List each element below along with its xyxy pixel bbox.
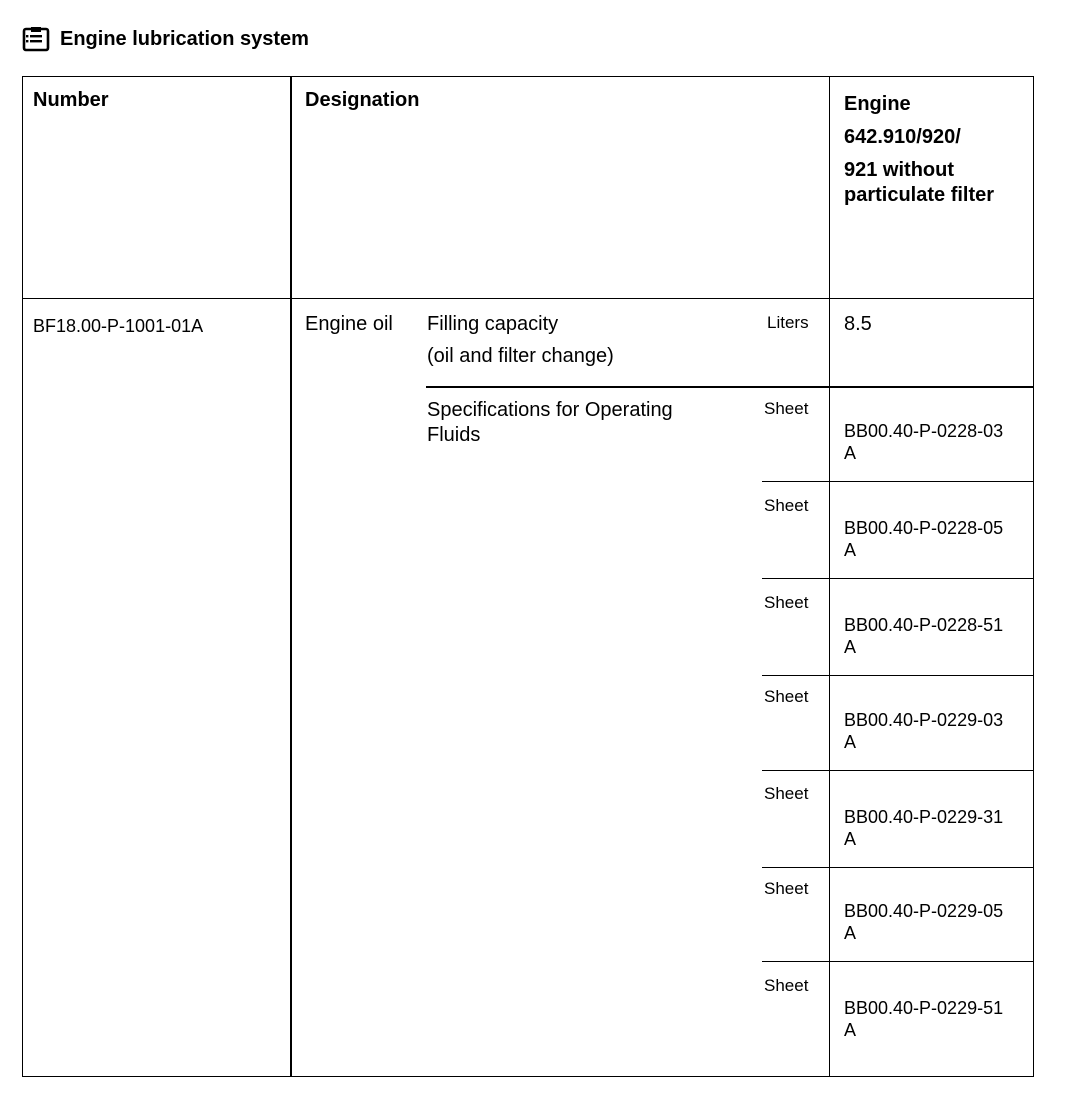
filling-capacity-value: 8.5	[844, 313, 872, 335]
sheet-value-line: A	[844, 443, 857, 463]
sheet-value-line: BB00.40-P-0229-05	[844, 901, 1004, 921]
clipboard-list-icon	[22, 26, 52, 52]
sheet-unit: Sheet	[764, 976, 809, 995]
sheet-unit: Sheet	[764, 496, 809, 515]
sheet-value	[844, 709, 1024, 753]
spec-label-line: Fluids	[427, 424, 481, 446]
sheet-value-line: A	[844, 829, 857, 849]
header-engine-line: particulate filter	[844, 184, 995, 206]
sheet-unit: Sheet	[764, 879, 809, 898]
sheet-value-line: BB00.40-P-0229-51	[844, 998, 1004, 1018]
sheet-value-line: BB00.40-P-0229-03	[844, 710, 1004, 730]
sheet-value-line: BB00.40-P-0228-03	[844, 421, 1004, 441]
page-header	[22, 26, 309, 52]
sheet-value-line: A	[844, 1020, 857, 1040]
spec-label-line: Specifications for Operating	[427, 399, 673, 421]
row-designation: Engine oil	[305, 313, 393, 335]
header-number: Number	[33, 89, 109, 111]
sheet-value-line: BB00.40-P-0228-05	[844, 518, 1004, 538]
header-engine-line: Engine	[844, 93, 911, 115]
filling-capacity-label	[427, 308, 614, 372]
header-designation: Designation	[305, 89, 420, 111]
sheet-value	[844, 806, 1024, 850]
row-number: BF18.00-P-1001-01A	[33, 316, 204, 336]
sheet-value-line: A	[844, 732, 857, 752]
sheet-unit: Sheet	[764, 784, 809, 803]
header-engine-line: 921 without	[844, 159, 955, 181]
filling-capacity-line: (oil and filter change)	[427, 345, 614, 367]
sheet-value-line: BB00.40-P-0229-31	[844, 807, 1004, 827]
sheet-value	[844, 900, 1024, 944]
sheet-unit: Sheet	[764, 399, 809, 418]
sheet-value-line: A	[844, 637, 857, 657]
filling-capacity-unit: Liters	[767, 313, 809, 332]
header-engine	[844, 88, 994, 204]
spec-label	[427, 398, 673, 448]
sheet-value	[844, 517, 1024, 561]
filling-capacity-line: Filling capacity	[427, 313, 559, 335]
sheet-value	[844, 420, 1024, 464]
sheet-unit: Sheet	[764, 687, 809, 706]
sheet-value-line: BB00.40-P-0228-51	[844, 615, 1004, 635]
sheet-value-line: A	[844, 923, 857, 943]
page-title: Engine lubrication system	[60, 27, 309, 50]
sheet-value	[844, 997, 1024, 1041]
header-engine-line: 642.910/920/	[844, 126, 961, 148]
sheet-unit: Sheet	[764, 593, 809, 612]
sheet-value	[844, 614, 1024, 658]
sheet-value-line: A	[844, 540, 857, 560]
